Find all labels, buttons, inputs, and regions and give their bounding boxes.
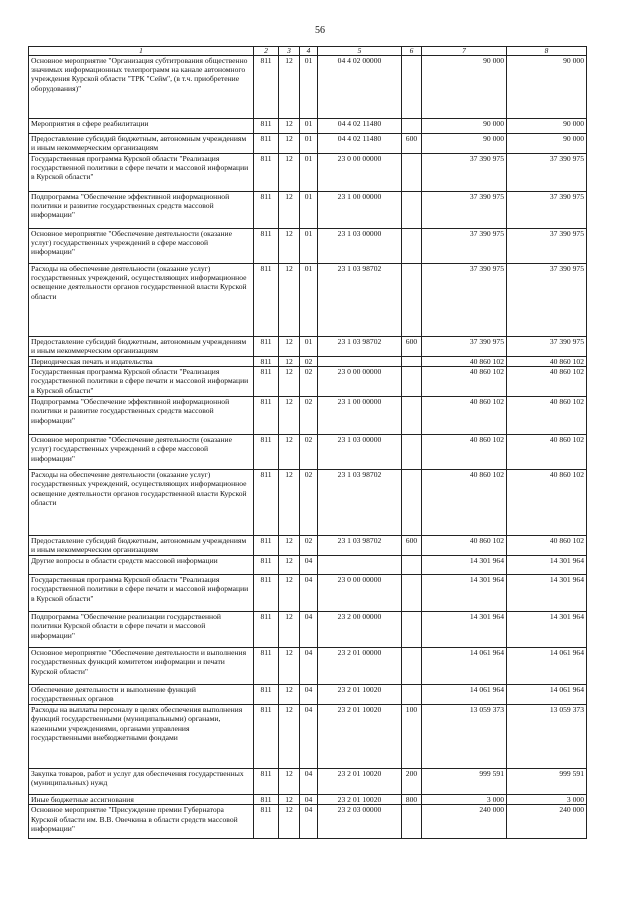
subsection-code: 02 xyxy=(300,470,318,536)
target-article-code: 04 4 02 00000 xyxy=(318,56,402,119)
admin-code: 811 xyxy=(254,56,279,119)
amount-year-1: 37 390 975 xyxy=(422,229,507,264)
row-name: Предоставление субсидий бюджетным, автономным учреждениям и иным некоммерческим организациям xyxy=(29,134,254,154)
amount-year-1: 40 860 102 xyxy=(422,470,507,536)
section-code: 12 xyxy=(279,470,300,536)
admin-code: 811 xyxy=(254,367,279,397)
target-article-code: 04 4 02 11480 xyxy=(318,134,402,154)
amount-year-2: 40 860 102 xyxy=(507,397,587,435)
page-number: 56 xyxy=(315,25,325,36)
admin-code: 811 xyxy=(254,337,279,357)
target-article-code: 23 1 03 00000 xyxy=(318,435,402,470)
amount-year-2: 90 000 xyxy=(507,134,587,154)
section-code: 12 xyxy=(279,134,300,154)
amount-year-1: 40 860 102 xyxy=(422,435,507,470)
section-code: 12 xyxy=(279,648,300,685)
amount-year-1: 13 059 373 xyxy=(422,705,507,769)
section-code: 12 xyxy=(279,805,300,839)
target-article-code: 04 4 02 11480 xyxy=(318,119,402,134)
expense-type-code: 600 xyxy=(402,536,422,556)
amount-year-1: 14 301 964 xyxy=(422,575,507,612)
amount-year-2: 14 301 964 xyxy=(507,575,587,612)
expense-type-code: 100 xyxy=(402,705,422,769)
row-name: Основное мероприятие "Обеспечение деятельности (оказание услуг) государственных учреждений в сфере массовой информации" xyxy=(29,435,254,470)
target-article-code: 23 1 03 98702 xyxy=(318,470,402,536)
expense-type-code xyxy=(402,397,422,435)
target-article-code: 23 2 01 10020 xyxy=(318,685,402,705)
table-row xyxy=(29,705,587,769)
admin-code: 811 xyxy=(254,648,279,685)
amount-year-1: 40 860 102 xyxy=(422,367,507,397)
table-row xyxy=(29,134,587,154)
subsection-code: 01 xyxy=(300,337,318,357)
expense-type-code xyxy=(402,612,422,648)
target-article-code: 23 1 03 00000 xyxy=(318,229,402,264)
section-code: 12 xyxy=(279,357,300,367)
target-article-code: 23 2 00 00000 xyxy=(318,612,402,648)
admin-code: 811 xyxy=(254,795,279,805)
amount-year-2: 999 591 xyxy=(507,769,587,795)
amount-year-1: 90 000 xyxy=(422,119,507,134)
target-article-code: 23 0 00 00000 xyxy=(318,575,402,612)
target-article-code: 23 1 03 98702 xyxy=(318,337,402,357)
amount-year-1: 40 860 102 xyxy=(422,397,507,435)
target-article-code: 23 2 01 10020 xyxy=(318,769,402,795)
section-code: 12 xyxy=(279,119,300,134)
row-name: Расходы на обеспечение деятельности (оказание услуг) государственных учреждений, осуществляющих информационное освещение деятельности органов государственной власти Курской области xyxy=(29,470,254,536)
section-code: 12 xyxy=(279,556,300,575)
expense-type-code xyxy=(402,648,422,685)
row-name: Подпрограмма "Обеспечение эффективной информационной политики и развитие государственных средств массовой информации" xyxy=(29,192,254,229)
row-name: Государственная программа Курской области "Реализация государственной политики в сфере печати и массовой информации в Курской области" xyxy=(29,154,254,192)
amount-year-2: 3 000 xyxy=(507,795,587,805)
expense-type-code xyxy=(402,119,422,134)
expense-type-code: 600 xyxy=(402,134,422,154)
amount-year-2: 14 301 964 xyxy=(507,612,587,648)
row-name: Расходы на выплаты персоналу в целях обеспечения выполнения функций государственными (муниципальными) органами, казенными учреждениями, органами управления государственными внебюджетными фондами xyxy=(29,705,254,769)
subsection-code: 02 xyxy=(300,357,318,367)
subsection-code: 02 xyxy=(300,397,318,435)
target-article-code: 23 1 00 00000 xyxy=(318,397,402,435)
table-row xyxy=(29,435,587,470)
admin-code: 811 xyxy=(254,705,279,769)
row-name: Основное мероприятие "Обеспечение деятельности (оказание услуг) государственных учреждений в сфере массовой информации" xyxy=(29,229,254,264)
admin-code: 811 xyxy=(254,154,279,192)
amount-year-2: 90 000 xyxy=(507,119,587,134)
subsection-code: 01 xyxy=(300,192,318,229)
amount-year-1: 37 390 975 xyxy=(422,264,507,337)
subsection-code: 04 xyxy=(300,795,318,805)
section-code: 12 xyxy=(279,229,300,264)
table-row xyxy=(29,769,587,795)
table-row xyxy=(29,575,587,612)
amount-year-2: 40 860 102 xyxy=(507,435,587,470)
admin-code: 811 xyxy=(254,575,279,612)
section-code: 12 xyxy=(279,685,300,705)
amount-year-2: 40 860 102 xyxy=(507,536,587,556)
admin-code: 811 xyxy=(254,357,279,367)
expense-type-code xyxy=(402,264,422,337)
section-code: 12 xyxy=(279,56,300,119)
target-article-code: 23 2 01 10020 xyxy=(318,795,402,805)
expense-type-code xyxy=(402,470,422,536)
row-name: Периодическая печать и издательства xyxy=(29,357,254,367)
admin-code: 811 xyxy=(254,769,279,795)
column-header: 8 xyxy=(507,47,587,56)
admin-code: 811 xyxy=(254,685,279,705)
column-header: 3 xyxy=(279,47,300,56)
amount-year-1: 90 000 xyxy=(422,134,507,154)
target-article-code: 23 2 01 10020 xyxy=(318,705,402,769)
section-code: 12 xyxy=(279,435,300,470)
expense-type-code xyxy=(402,367,422,397)
admin-code: 811 xyxy=(254,612,279,648)
subsection-code: 02 xyxy=(300,536,318,556)
subsection-code: 04 xyxy=(300,685,318,705)
target-article-code xyxy=(318,357,402,367)
table-row xyxy=(29,264,587,337)
table-row xyxy=(29,337,587,357)
expense-type-code xyxy=(402,192,422,229)
row-name: Мероприятия в сфере реабилитации xyxy=(29,119,254,134)
expense-type-code: 600 xyxy=(402,337,422,357)
column-header: 2 xyxy=(254,47,279,56)
target-article-code: 23 2 01 00000 xyxy=(318,648,402,685)
column-header: 7 xyxy=(422,47,507,56)
expense-type-code xyxy=(402,435,422,470)
amount-year-2: 40 860 102 xyxy=(507,367,587,397)
amount-year-2: 37 390 975 xyxy=(507,192,587,229)
subsection-code: 02 xyxy=(300,435,318,470)
table-row xyxy=(29,397,587,435)
amount-year-1: 14 061 964 xyxy=(422,685,507,705)
target-article-code: 23 1 03 98702 xyxy=(318,264,402,337)
admin-code: 811 xyxy=(254,556,279,575)
target-article-code xyxy=(318,556,402,575)
row-name: Предоставление субсидий бюджетным, автономным учреждениям и иным некоммерческим организациям xyxy=(29,536,254,556)
expense-type-code xyxy=(402,685,422,705)
expense-type-code xyxy=(402,805,422,839)
expense-type-code xyxy=(402,229,422,264)
section-code: 12 xyxy=(279,264,300,337)
amount-year-2: 40 860 102 xyxy=(507,357,587,367)
amount-year-2: 40 860 102 xyxy=(507,470,587,536)
amount-year-2: 14 061 964 xyxy=(507,648,587,685)
section-code: 12 xyxy=(279,192,300,229)
subsection-code: 01 xyxy=(300,134,318,154)
admin-code: 811 xyxy=(254,229,279,264)
admin-code: 811 xyxy=(254,397,279,435)
amount-year-1: 14 301 964 xyxy=(422,612,507,648)
row-name: Государственная программа Курской области "Реализация государственной политики в сфере печати и массовой информации в Курской области" xyxy=(29,367,254,397)
admin-code: 811 xyxy=(254,536,279,556)
table-row xyxy=(29,154,587,192)
section-code: 12 xyxy=(279,397,300,435)
table-row xyxy=(29,612,587,648)
target-article-code: 23 1 03 98702 xyxy=(318,536,402,556)
subsection-code: 04 xyxy=(300,805,318,839)
amount-year-1: 3 000 xyxy=(422,795,507,805)
subsection-code: 01 xyxy=(300,154,318,192)
budget-table xyxy=(28,46,587,839)
table-row xyxy=(29,556,587,575)
expense-type-code: 200 xyxy=(402,769,422,795)
amount-year-1: 40 860 102 xyxy=(422,536,507,556)
amount-year-2: 37 390 975 xyxy=(507,154,587,192)
row-name: Иные бюджетные ассигнования xyxy=(29,795,254,805)
subsection-code: 04 xyxy=(300,612,318,648)
row-name: Предоставление субсидий бюджетным, автономным учреждениям и иным некоммерческим организациям xyxy=(29,337,254,357)
expense-type-code xyxy=(402,556,422,575)
table-row xyxy=(29,229,587,264)
table-row xyxy=(29,357,587,367)
table-row xyxy=(29,648,587,685)
target-article-code: 23 0 00 00000 xyxy=(318,154,402,192)
table-row xyxy=(29,805,587,839)
amount-year-1: 37 390 975 xyxy=(422,192,507,229)
expense-type-code xyxy=(402,357,422,367)
row-name: Основное мероприятие "Организация субтитрования общественно значимых информационных телепрограмм на канале автономного учреждения Курской области "ТРК "Сейм", (в т.ч. приобретение оборудования)" xyxy=(29,56,254,119)
admin-code: 811 xyxy=(254,119,279,134)
target-article-code: 23 0 00 00000 xyxy=(318,367,402,397)
admin-code: 811 xyxy=(254,134,279,154)
admin-code: 811 xyxy=(254,192,279,229)
expense-type-code: 800 xyxy=(402,795,422,805)
amount-year-1: 14 301 964 xyxy=(422,556,507,575)
expense-type-code xyxy=(402,575,422,612)
subsection-code: 04 xyxy=(300,648,318,685)
table-row xyxy=(29,470,587,536)
column-header: 5 xyxy=(318,47,402,56)
section-code: 12 xyxy=(279,705,300,769)
amount-year-1: 40 860 102 xyxy=(422,357,507,367)
amount-year-2: 14 061 964 xyxy=(507,685,587,705)
row-name: Обеспечение деятельности и выполнение функций государственных органов xyxy=(29,685,254,705)
table-row xyxy=(29,795,587,805)
target-article-code: 23 1 00 00000 xyxy=(318,192,402,229)
subsection-code: 04 xyxy=(300,705,318,769)
section-code: 12 xyxy=(279,769,300,795)
amount-year-1: 37 390 975 xyxy=(422,337,507,357)
section-code: 12 xyxy=(279,154,300,192)
row-name: Подпрограмма "Обеспечение реализации государственной политики Курской области в сфере печати и массовой информации" xyxy=(29,612,254,648)
table-row xyxy=(29,367,587,397)
section-code: 12 xyxy=(279,536,300,556)
admin-code: 811 xyxy=(254,435,279,470)
amount-year-2: 13 059 373 xyxy=(507,705,587,769)
table-row xyxy=(29,56,587,119)
subsection-code: 04 xyxy=(300,575,318,612)
row-name: Основное мероприятие "Обеспечение деятельности и выполнения государственных функций комитетом информации и печати Курской области" xyxy=(29,648,254,685)
table-row xyxy=(29,192,587,229)
amount-year-2: 37 390 975 xyxy=(507,337,587,357)
amount-year-2: 14 301 964 xyxy=(507,556,587,575)
row-name: Основное мероприятие "Присуждение премии Губернатора Курской области им. В.В. Овечкина в области средств массовой информации" xyxy=(29,805,254,839)
amount-year-1: 240 000 xyxy=(422,805,507,839)
subsection-code: 01 xyxy=(300,229,318,264)
subsection-code: 01 xyxy=(300,56,318,119)
column-header: 1 xyxy=(29,47,254,56)
column-header: 6 xyxy=(402,47,422,56)
row-name: Другие вопросы в области средств массовой информации xyxy=(29,556,254,575)
amount-year-2: 37 390 975 xyxy=(507,264,587,337)
section-code: 12 xyxy=(279,575,300,612)
amount-year-1: 14 061 964 xyxy=(422,648,507,685)
amount-year-2: 90 000 xyxy=(507,56,587,119)
column-header: 4 xyxy=(300,47,318,56)
table-row xyxy=(29,119,587,134)
expense-type-code xyxy=(402,56,422,119)
admin-code: 811 xyxy=(254,805,279,839)
row-name: Государственная программа Курской области "Реализация государственной политики в сфере печати и массовой информации в Курской области" xyxy=(29,575,254,612)
section-code: 12 xyxy=(279,367,300,397)
admin-code: 811 xyxy=(254,264,279,337)
header-row xyxy=(29,47,587,56)
table-body xyxy=(29,56,587,839)
expense-type-code xyxy=(402,154,422,192)
amount-year-1: 37 390 975 xyxy=(422,154,507,192)
amount-year-2: 240 000 xyxy=(507,805,587,839)
table-row xyxy=(29,536,587,556)
subsection-code: 04 xyxy=(300,769,318,795)
subsection-code: 01 xyxy=(300,264,318,337)
amount-year-2: 37 390 975 xyxy=(507,229,587,264)
subsection-code: 01 xyxy=(300,119,318,134)
row-name: Расходы на обеспечение деятельности (оказание услуг) государственных учреждений, осуществляющих информационное освещение деятельности органов государственной власти Курской области xyxy=(29,264,254,337)
admin-code: 811 xyxy=(254,470,279,536)
amount-year-1: 90 000 xyxy=(422,56,507,119)
section-code: 12 xyxy=(279,337,300,357)
section-code: 12 xyxy=(279,612,300,648)
table-row xyxy=(29,685,587,705)
section-code: 12 xyxy=(279,795,300,805)
amount-year-1: 999 591 xyxy=(422,769,507,795)
subsection-code: 04 xyxy=(300,556,318,575)
row-name: Закупка товаров, работ и услуг для обеспечения государственных (муниципальных) нужд xyxy=(29,769,254,795)
subsection-code: 02 xyxy=(300,367,318,397)
target-article-code: 23 2 03 00000 xyxy=(318,805,402,839)
row-name: Подпрограмма "Обеспечение эффективной информационной политики и развитие государственных средств массовой информации" xyxy=(29,397,254,435)
